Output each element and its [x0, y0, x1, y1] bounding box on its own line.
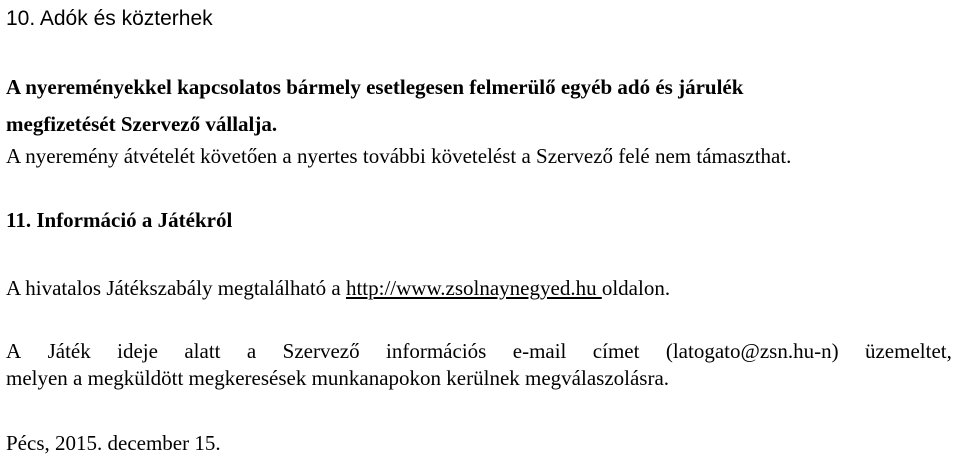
rules-paragraph — [6, 275, 670, 301]
rules-link[interactable]: http://www.zsolnaynegyed.hu — [345, 276, 602, 300]
info-word: ideje — [117, 339, 158, 363]
info-word: A — [6, 339, 22, 363]
section-10-heading: 10. Adók és közterhek — [6, 7, 213, 30]
info-word: címet — [592, 339, 640, 363]
info-word: a — [246, 339, 257, 363]
info-paragraph-line-2: melyen a megküldött megkeresések munkanapokon kerülnek megválaszolásra. — [6, 366, 670, 390]
info-word: információs — [386, 339, 487, 363]
info-word: e-mail — [512, 339, 567, 363]
info-word: (latogato@zsn.hu-n) — [665, 339, 839, 363]
info-word: Szervező — [282, 339, 360, 363]
info-word: Játék — [47, 339, 91, 363]
rules-suffix: oldalon. — [601, 276, 671, 300]
info-paragraph-line-1 — [6, 338, 952, 364]
section-11-heading: 11. Információ a Játékról — [6, 208, 233, 232]
section-10-paragraph: A nyeremény átvételét követően a nyertes további követelést a Szervező felé nem támaszthat. — [6, 144, 792, 168]
rules-prefix: A hivatalos Játékszabály megtalálható a — [6, 276, 346, 300]
section-10-bold-line-1: A nyereményekkel kapcsolatos bármely esetlegesen felmerülő egyéb adó és járulék — [6, 75, 744, 99]
section-10-bold-line-2: megfizetését Szervező vállalja. — [6, 112, 278, 136]
info-word: üzemeltet, — [864, 339, 952, 363]
place-date: Pécs, 2015. december 15. — [6, 431, 221, 455]
info-word: alatt — [184, 339, 221, 363]
